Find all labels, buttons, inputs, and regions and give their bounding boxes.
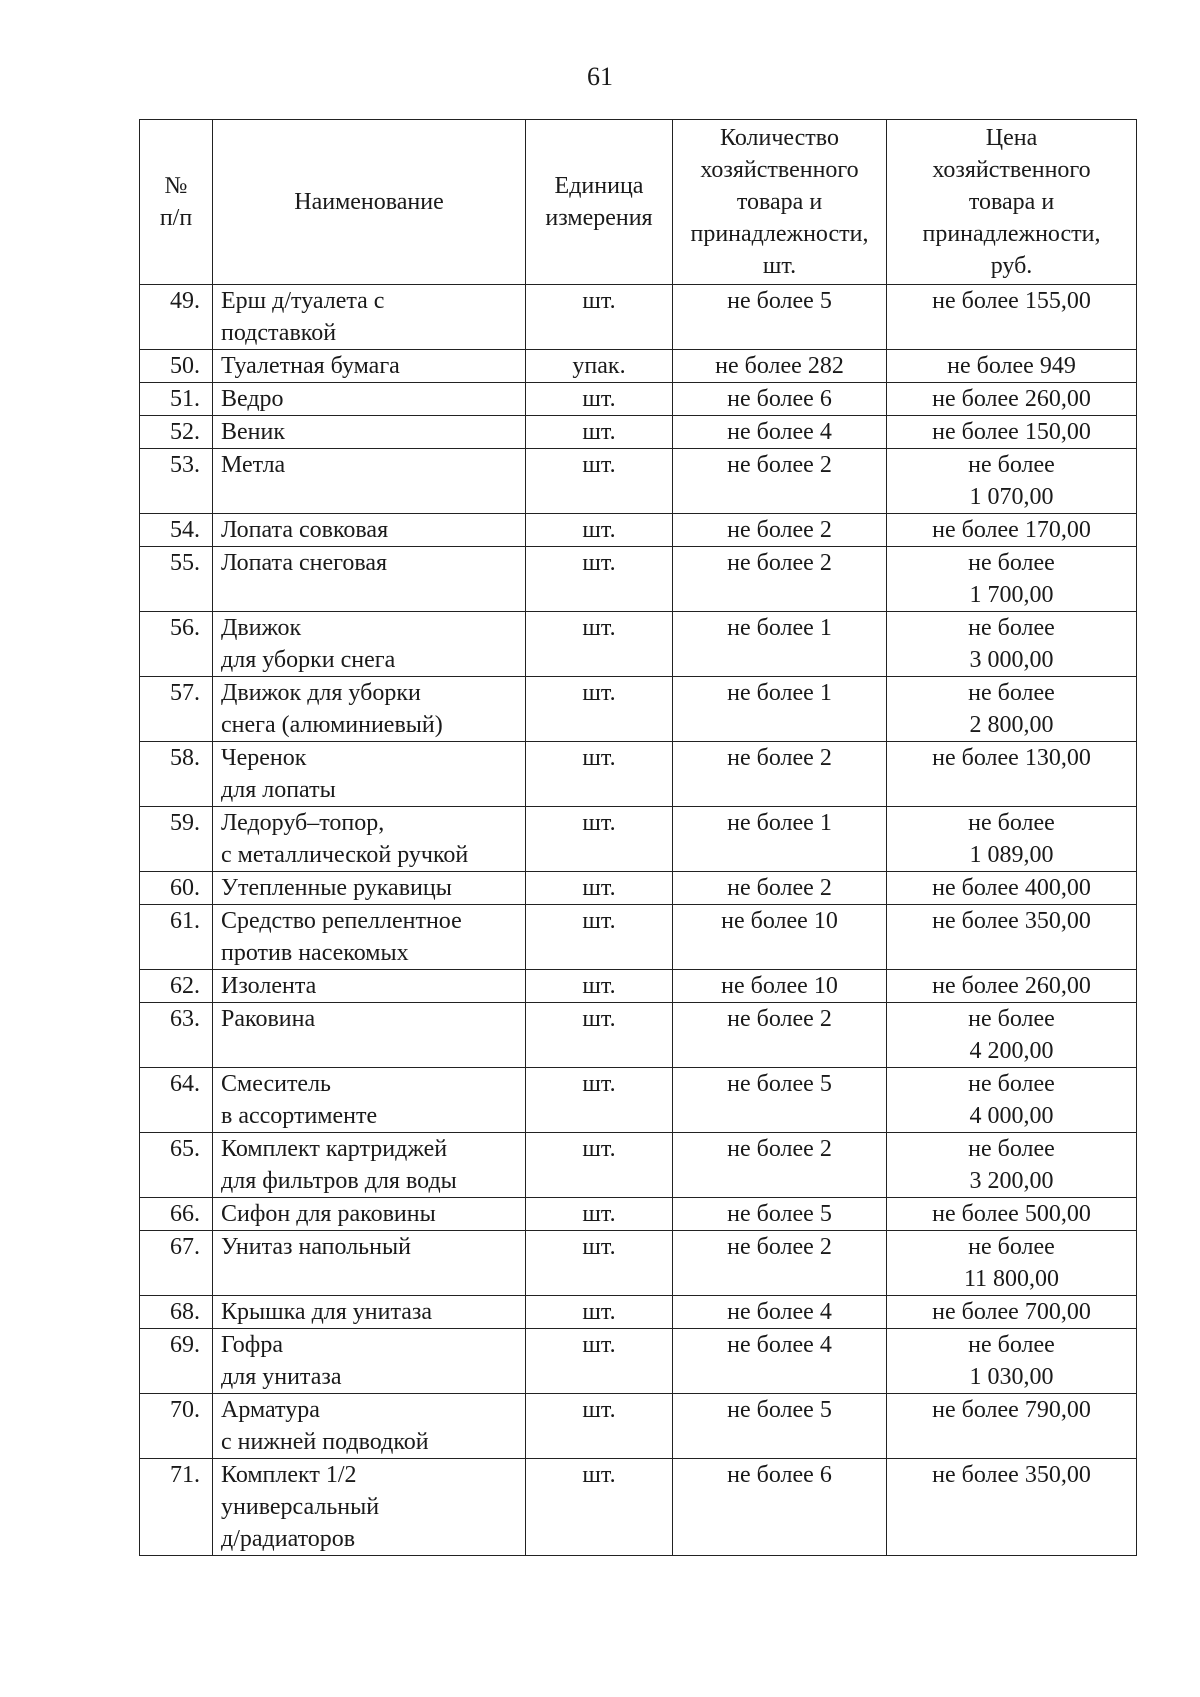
item-unit: шт. <box>526 905 673 970</box>
item-quantity: не более 2 <box>673 449 887 514</box>
item-name-line: для фильтров для воды <box>221 1168 457 1194</box>
item-name-line: с нижней подводкой <box>221 1429 429 1455</box>
item-quantity: не более 2 <box>673 514 887 547</box>
item-name-line: для лопаты <box>221 777 336 803</box>
item-quantity: не более 5 <box>673 1198 887 1231</box>
row-number: 53. <box>140 449 213 514</box>
item-price <box>887 1003 1137 1068</box>
table-row <box>140 970 1137 1003</box>
row-number: 62. <box>140 970 213 1003</box>
item-price-line: не более <box>968 1332 1055 1358</box>
header-price-line: товара и <box>968 189 1055 215</box>
table-row <box>140 1296 1137 1329</box>
row-number: 50. <box>140 350 213 383</box>
item-quantity: не более 282 <box>673 350 887 383</box>
item-name-line: Раковина <box>221 1006 316 1032</box>
item-name <box>213 872 526 905</box>
item-price-line: 4 000,00 <box>969 1103 1054 1129</box>
item-price-line: 1 700,00 <box>969 582 1054 608</box>
row-number: 68. <box>140 1296 213 1329</box>
item-name-line: для унитаза <box>221 1364 342 1390</box>
item-unit: шт. <box>526 449 673 514</box>
item-price <box>887 807 1137 872</box>
header-price <box>887 120 1137 285</box>
item-price-line: не более <box>968 550 1055 576</box>
header-qty <box>673 120 887 285</box>
item-name-line: д/радиаторов <box>221 1526 356 1552</box>
item-name-line: Движок для уборки <box>221 680 421 706</box>
item-price-line: не более 700,00 <box>932 1299 1091 1325</box>
item-unit: шт. <box>526 872 673 905</box>
row-number: 70. <box>140 1394 213 1459</box>
item-quantity: не более 2 <box>673 1003 887 1068</box>
item-name <box>213 905 526 970</box>
item-price-line: не более 150,00 <box>932 419 1091 445</box>
item-unit: шт. <box>526 285 673 350</box>
item-price-line: 1 070,00 <box>969 484 1054 510</box>
header-num-line: № <box>164 173 188 199</box>
item-name <box>213 1198 526 1231</box>
header-qty-line: хозяйственного <box>700 157 859 183</box>
item-quantity: не более 1 <box>673 807 887 872</box>
row-number: 51. <box>140 383 213 416</box>
header-qty-line: шт. <box>762 253 797 279</box>
item-unit: шт. <box>526 514 673 547</box>
item-unit: шт. <box>526 416 673 449</box>
items-table <box>139 119 1137 1556</box>
table-header-row <box>140 120 1137 285</box>
item-price-line: не более <box>968 1136 1055 1162</box>
item-name-line: Изолента <box>221 973 317 999</box>
item-name-line: Смеситель <box>221 1071 332 1097</box>
item-price <box>887 449 1137 514</box>
item-price-line: 3 200,00 <box>969 1168 1054 1194</box>
table-row <box>140 547 1137 612</box>
item-price-line: 3 000,00 <box>969 647 1054 673</box>
table-row <box>140 1198 1137 1231</box>
item-name-line: Сифон для раковины <box>221 1201 436 1227</box>
item-name-line: Движок <box>221 615 302 641</box>
item-name-line: в ассортименте <box>221 1103 378 1129</box>
item-price <box>887 970 1137 1003</box>
item-price <box>887 383 1137 416</box>
item-price-line: 1 030,00 <box>969 1364 1054 1390</box>
item-price <box>887 872 1137 905</box>
table-row <box>140 350 1137 383</box>
header-num-line: п/п <box>159 205 193 231</box>
header-num <box>140 120 213 285</box>
table-row <box>140 1068 1137 1133</box>
row-number: 61. <box>140 905 213 970</box>
item-quantity: не более 6 <box>673 1459 887 1556</box>
item-price <box>887 1394 1137 1459</box>
item-unit: шт. <box>526 1329 673 1394</box>
item-unit: шт. <box>526 1003 673 1068</box>
item-unit: шт. <box>526 1459 673 1556</box>
row-number: 60. <box>140 872 213 905</box>
item-price <box>887 547 1137 612</box>
item-name-line: Веник <box>221 419 286 445</box>
item-price-line: не более 155,00 <box>932 288 1091 314</box>
item-name-line: Ледоруб–топор, <box>221 810 385 836</box>
item-quantity: не более 1 <box>673 612 887 677</box>
header-price-line: Цена <box>985 125 1038 151</box>
item-unit: шт. <box>526 1231 673 1296</box>
item-unit: шт. <box>526 383 673 416</box>
item-price-line: не более <box>968 1071 1055 1097</box>
table-row <box>140 1459 1137 1556</box>
item-price <box>887 905 1137 970</box>
item-price-line: 2 800,00 <box>969 712 1054 738</box>
item-name-line: против насекомых <box>221 940 409 966</box>
item-price-line: не более 350,00 <box>932 1462 1091 1488</box>
item-name <box>213 383 526 416</box>
item-unit: шт. <box>526 970 673 1003</box>
item-name <box>213 807 526 872</box>
item-price-line: не более <box>968 615 1055 641</box>
item-name-line: Комплект 1/2 <box>221 1462 357 1488</box>
item-price-line: не более 790,00 <box>932 1397 1091 1423</box>
item-unit: шт. <box>526 1198 673 1231</box>
item-price-line: не более 500,00 <box>932 1201 1091 1227</box>
item-name-line: снега (алюминиевый) <box>221 712 443 738</box>
header-unit-line: измерения <box>545 205 653 231</box>
item-price-line: не более 170,00 <box>932 517 1091 543</box>
row-number: 55. <box>140 547 213 612</box>
item-quantity: не более 2 <box>673 1231 887 1296</box>
item-price <box>887 1198 1137 1231</box>
table-row <box>140 449 1137 514</box>
table-row <box>140 285 1137 350</box>
item-name <box>213 547 526 612</box>
row-number: 64. <box>140 1068 213 1133</box>
item-price <box>887 1231 1137 1296</box>
item-name-line: Арматура <box>221 1397 320 1423</box>
item-name <box>213 1133 526 1198</box>
item-quantity: не более 5 <box>673 1394 887 1459</box>
table-row <box>140 514 1137 547</box>
item-price <box>887 1459 1137 1556</box>
item-name <box>213 1329 526 1394</box>
item-name-line: Лопата снеговая <box>221 550 388 576</box>
row-number: 57. <box>140 677 213 742</box>
item-name-line: Гофра <box>221 1332 283 1358</box>
item-name <box>213 1003 526 1068</box>
item-price <box>887 677 1137 742</box>
table-row <box>140 807 1137 872</box>
row-number: 56. <box>140 612 213 677</box>
row-number: 63. <box>140 1003 213 1068</box>
item-price-line: 4 200,00 <box>969 1038 1054 1064</box>
item-quantity: не более 4 <box>673 416 887 449</box>
item-price <box>887 1133 1137 1198</box>
row-number: 66. <box>140 1198 213 1231</box>
item-name <box>213 1394 526 1459</box>
item-name <box>213 1068 526 1133</box>
item-quantity: не более 2 <box>673 1133 887 1198</box>
item-name-line: подставкой <box>221 320 337 346</box>
item-quantity: не более 5 <box>673 285 887 350</box>
item-price-line: не более 949 <box>947 353 1076 379</box>
header-qty-line: принадлежности, <box>690 221 869 247</box>
table-row <box>140 872 1137 905</box>
item-name <box>213 416 526 449</box>
item-unit: шт. <box>526 742 673 807</box>
item-quantity: не более 10 <box>673 905 887 970</box>
item-quantity: не более 5 <box>673 1068 887 1133</box>
header-price-line: хозяйственного <box>932 157 1091 183</box>
item-price-line: не более <box>968 810 1055 836</box>
item-unit: шт. <box>526 547 673 612</box>
header-price-line: руб. <box>990 253 1033 279</box>
item-quantity: не более 4 <box>673 1329 887 1394</box>
item-price <box>887 285 1137 350</box>
header-unit-line: Единица <box>554 173 644 199</box>
table-row <box>140 677 1137 742</box>
table-row <box>140 416 1137 449</box>
item-name-line: Утепленные рукавицы <box>221 875 452 901</box>
item-unit: шт. <box>526 1068 673 1133</box>
page-number: 61 <box>587 62 613 91</box>
item-quantity: не более 2 <box>673 872 887 905</box>
item-name <box>213 350 526 383</box>
item-quantity: не более 10 <box>673 970 887 1003</box>
item-name-line: Метла <box>221 452 286 478</box>
item-price-line: не более 260,00 <box>932 973 1091 999</box>
item-name <box>213 742 526 807</box>
table-row <box>140 1133 1137 1198</box>
item-price <box>887 514 1137 547</box>
item-price-line: не более <box>968 452 1055 478</box>
header-price-line: принадлежности, <box>922 221 1101 247</box>
item-name-line: Комплект картриджей <box>221 1136 448 1162</box>
item-name <box>213 1231 526 1296</box>
row-number: 59. <box>140 807 213 872</box>
row-number: 65. <box>140 1133 213 1198</box>
item-name-line: Туалетная бумага <box>221 353 400 379</box>
item-price <box>887 1296 1137 1329</box>
header-qty-line: Количество <box>720 125 839 151</box>
header-name-line: Наименование <box>294 189 444 215</box>
table-row <box>140 742 1137 807</box>
row-number: 69. <box>140 1329 213 1394</box>
item-price <box>887 1329 1137 1394</box>
item-price-line: не более 400,00 <box>932 875 1091 901</box>
item-name-line: Унитаз напольный <box>221 1234 411 1260</box>
item-quantity: не более 6 <box>673 383 887 416</box>
item-price-line: 1 089,00 <box>969 842 1054 868</box>
item-price-line: не более <box>968 1234 1055 1260</box>
item-name-line: Черенок <box>221 745 307 771</box>
item-quantity: не более 4 <box>673 1296 887 1329</box>
item-name <box>213 970 526 1003</box>
item-price-line: не более 260,00 <box>932 386 1091 412</box>
item-price-line: не более 350,00 <box>932 908 1091 934</box>
item-unit: шт. <box>526 807 673 872</box>
table-row <box>140 383 1137 416</box>
item-name <box>213 514 526 547</box>
item-name <box>213 1459 526 1556</box>
row-number: 52. <box>140 416 213 449</box>
item-quantity: не более 1 <box>673 677 887 742</box>
item-price-line: 11 800,00 <box>963 1266 1060 1292</box>
item-unit: шт. <box>526 1133 673 1198</box>
item-price <box>887 612 1137 677</box>
row-number: 49. <box>140 285 213 350</box>
header-qty-line: товара и <box>736 189 823 215</box>
item-name <box>213 677 526 742</box>
header-name <box>213 120 526 285</box>
table-row <box>140 1329 1137 1394</box>
item-name <box>213 1296 526 1329</box>
item-name <box>213 449 526 514</box>
table-row <box>140 905 1137 970</box>
item-name-line: с металлической ручкой <box>221 842 469 868</box>
table-row <box>140 1231 1137 1296</box>
item-price-line: не более <box>968 680 1055 706</box>
item-name-line: Средство репеллентное <box>221 908 462 934</box>
row-number: 58. <box>140 742 213 807</box>
header-unit <box>526 120 673 285</box>
item-name-line: Крышка для унитаза <box>221 1299 433 1325</box>
item-quantity: не более 2 <box>673 547 887 612</box>
table-body <box>140 285 1137 1556</box>
item-price <box>887 1068 1137 1133</box>
row-number: 71. <box>140 1459 213 1556</box>
table-row <box>140 612 1137 677</box>
row-number: 54. <box>140 514 213 547</box>
item-name <box>213 285 526 350</box>
row-number: 67. <box>140 1231 213 1296</box>
item-price <box>887 350 1137 383</box>
item-price <box>887 742 1137 807</box>
item-name-line: Ерш д/туалета с <box>221 288 385 314</box>
item-unit: шт. <box>526 1394 673 1459</box>
table-row <box>140 1003 1137 1068</box>
item-unit: шт. <box>526 1296 673 1329</box>
item-unit: шт. <box>526 677 673 742</box>
item-unit: упак. <box>526 350 673 383</box>
item-price-line: не более 130,00 <box>932 745 1091 771</box>
item-name-line: для уборки снега <box>221 647 396 673</box>
item-name-line: универсальный <box>221 1494 380 1520</box>
table-row <box>140 1394 1137 1459</box>
item-price <box>887 416 1137 449</box>
item-name <box>213 612 526 677</box>
item-price-line: не более <box>968 1006 1055 1032</box>
item-name-line: Ведро <box>221 386 284 412</box>
item-quantity: не более 2 <box>673 742 887 807</box>
item-name-line: Лопата совковая <box>221 517 389 543</box>
item-unit: шт. <box>526 612 673 677</box>
